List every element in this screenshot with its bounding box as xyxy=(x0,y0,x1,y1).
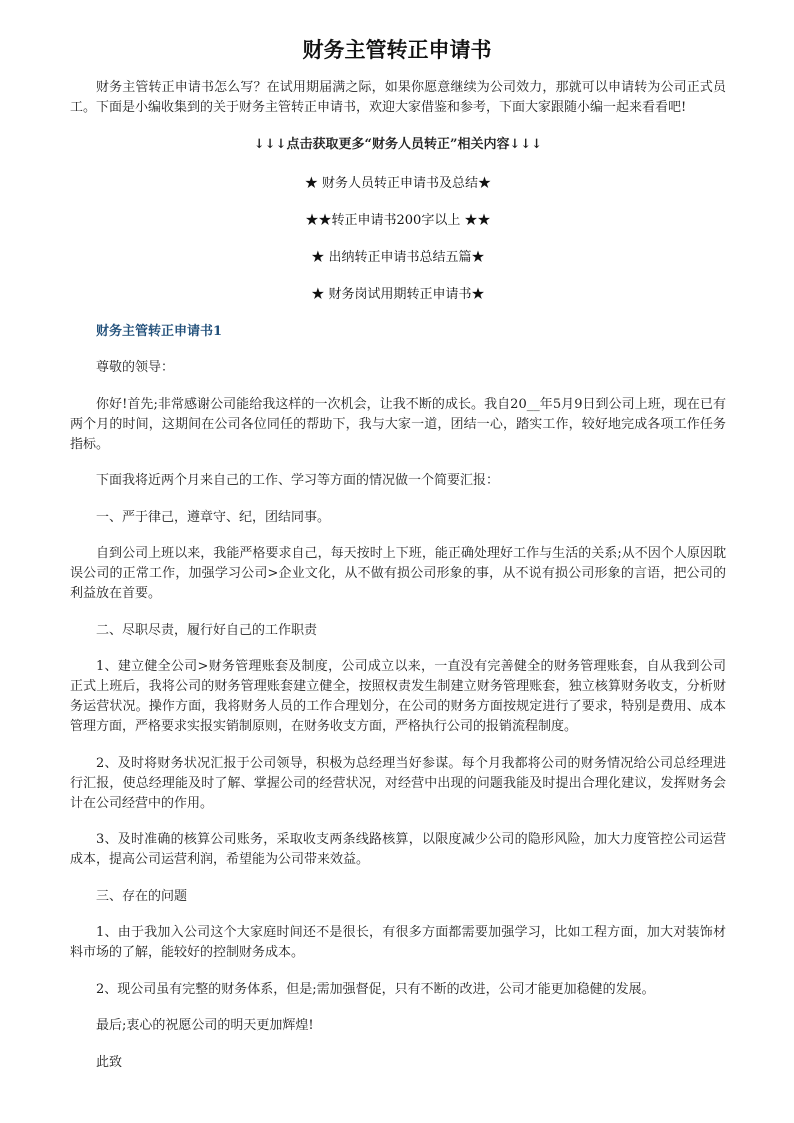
related-link[interactable]: ★★转正申请书200字以上 ★★ xyxy=(305,212,491,228)
body-paragraph: 3、及时准确的核算公司账务，采取收支两条线路核算，以限度减少公司的隐形风险，加大力度管控公司运营成本，提高公司运营利润，希望能为公司带来效益。 xyxy=(70,832,726,867)
body-paragraph: 2、现公司虽有完整的财务体系，但是;需加强督促，只有不断的改进，公司才能更加稳健的发展。 xyxy=(96,981,655,997)
document-body xyxy=(70,78,726,1089)
document-title: 财务主管转正申请书 xyxy=(302,38,492,62)
related-content-banner[interactable]: ↓↓↓点击获取更多“财务人员转正”相关内容↓↓↓ xyxy=(253,136,543,152)
subheading: 一、严于律己，遵章守、纪，团结同事。 xyxy=(96,509,331,525)
related-link[interactable]: ★ 出纳转正申请书总结五篇★ xyxy=(311,249,485,265)
section-heading: 财务主管转正申请书1 xyxy=(96,323,223,339)
body-paragraph: 1、建立健全公司>财务管理账套及制度，公司成立以来，一直没有完善健全的财务管理账套，自从我到公司正式上班后，我将公司的财务管理账套建立健全，按照权责发生制建立财务管理账套，独立核算财务收支，分析财务运营状况。操作方面，我将财务人员的工作合理划分，在公司的财务方面按规定进行了要求，特别是费用、成本管理方面，严格要求实报实销制原则，在财务收支方面，严格执行公司的报销流程制度。 xyxy=(70,659,726,734)
body-paragraph: 2、及时将财务状况汇报于公司领导，积极为总经理当好参谋。每个月我都将公司的财务情况给公司总经理进行汇报，使总经理能及时了解、掌握公司的经营状况，对经营中出现的问题我能及时提出合理化建议，发挥财务会计在公司经营中的作用。 xyxy=(70,755,726,811)
closing-paragraph: 最后;衷心的祝愿公司的明天更加辉煌! xyxy=(96,1018,314,1033)
body-paragraph: 下面我将近两个月来自己的工作、学习等方面的情况做一个简要汇报： xyxy=(96,473,500,488)
intro-paragraph: 财务主管转正申请书怎么写？在试用期届满之际，如果你愿意继续为公司效力，那就可以申请转为公司正式员工。下面是小编收集到的关于财务主管转正申请书，欢迎大家借鉴和参考，下面大家跟随小编一起来看看吧! xyxy=(70,80,726,115)
related-link[interactable]: ★ 财务人员转正申请书及总结★ xyxy=(304,175,492,191)
salutation: 尊敬的领导： xyxy=(96,360,175,375)
subheading: 二、尽职尽责，履行好自己的工作职责 xyxy=(96,622,318,638)
body-paragraph: 1、由于我加入公司这个大家庭时间还不是很长，有很多方面都需要加强学习，比如工程方面，加大对装饰材料市场的了解，能较好的控制财务成本。 xyxy=(70,925,726,960)
body-paragraph: 自到公司上班以来，我能严格要求自己，每天按时上下班，能正确处理好工作与生活的关系;从不因个人原因耽误公司的正常工作，加强学习公司>企业文化，从不做有损公司形象的事，从不说有损公司形象的言语，把公司的利益放在首要。 xyxy=(70,546,726,601)
closing-salute: 此致 xyxy=(96,1054,123,1070)
related-link[interactable]: ★ 财务岗试用期转正申请书★ xyxy=(311,286,485,302)
body-paragraph: 你好!首先;非常感谢公司能给我这样的一次机会，让我不断的成长。我自20__年5月9日到公司上班，现在已有两个月的时间，这期间在公司各位同任的帮助下，我与大家一道，团结一心，踏实工作，较好地完成各项工作任务指标。 xyxy=(70,396,726,452)
subheading: 三、存在的问题 xyxy=(96,888,188,904)
